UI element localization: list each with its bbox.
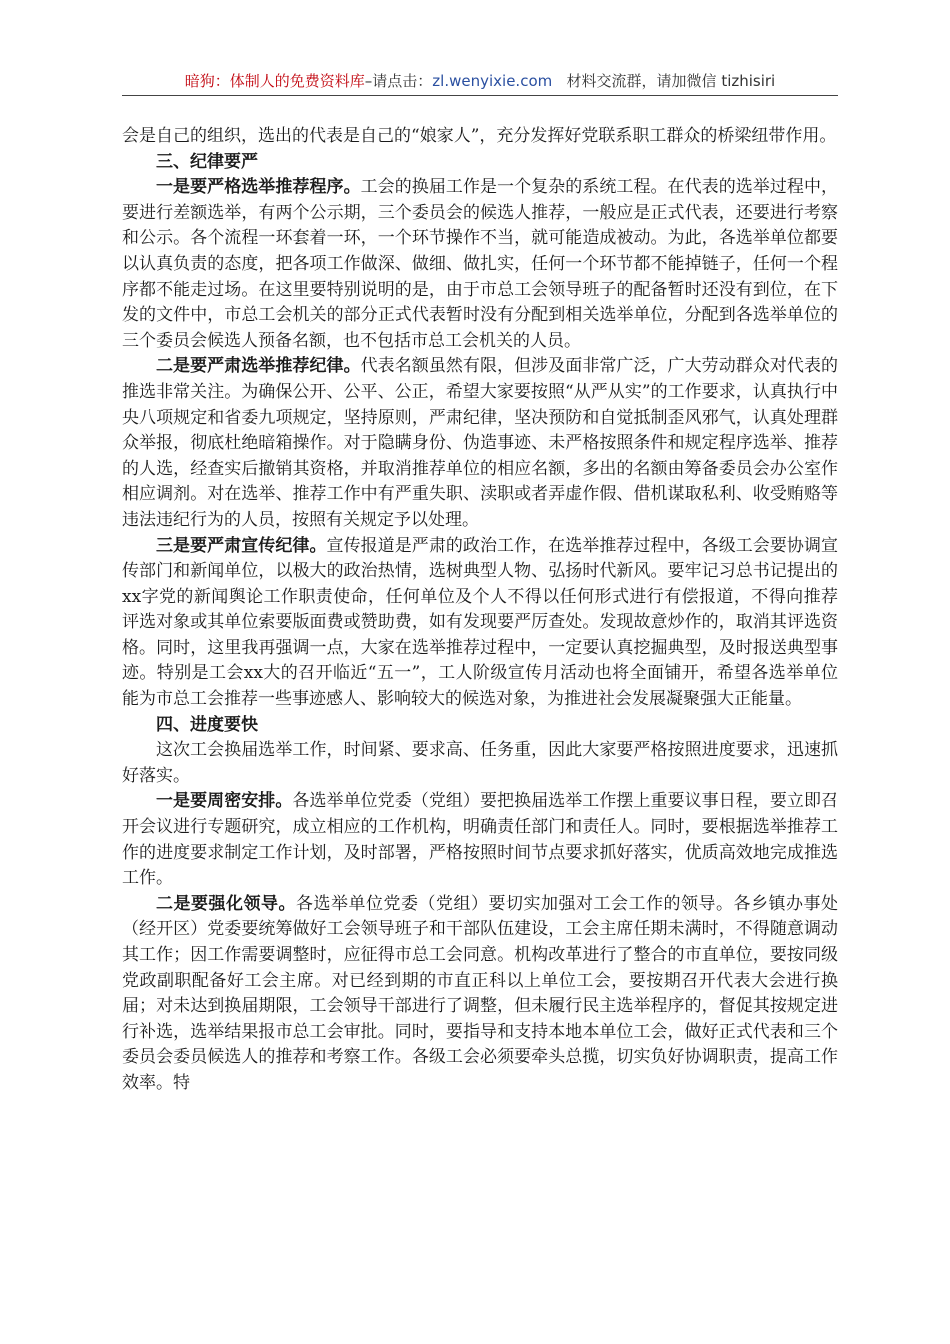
lead-phrase: 一是要严格选举推荐程序。 — [156, 177, 361, 198]
header-brand: 暗狗：体制人的免费资料库 — [184, 72, 365, 90]
header-wechat-note: 材料交流群，请加微信 tizhisiri — [566, 72, 776, 90]
lead-phrase: 一是要周密安排。 — [156, 791, 293, 812]
header-link[interactable]: zl.wenyixie.com — [432, 72, 553, 90]
paragraph-leadership: 二是要强化领导。各选举单位党委（党组）要切实加强对工会工作的领导。各乡镇办事处（经开区）党委要统筹做好工会领导班子和干部队伍建设，工会主席任期未满时，不得随意调动其工作；因工作需要调整时，应征得市总工会同意。机构改革进行了整合的市直单位，要按同级党政副职配备好工会主席。对已经到期的市直正科以上单位工会，要按期召开代表大会进行换届；对未达到换届期限，工会领导干部进行了调整，但未履行民主选举程序的，督促其按规定进行补选，选举结果报市总工会审批。同时，要指导和支持本地本单位工会，做好正式代表和三个委员会委员候选人的推荐和考察工作。各级工会必须要牵头总揽，切实负好协调职责，提高工作效率。特 — [122, 893, 838, 1093]
paragraph-progress-intro: 这次工会换届选举工作，时间紧、要求高、任务重，因此大家要严格按照进度要求，迅速抓好落实。 — [122, 740, 838, 786]
paragraph-arrangement: 一是要周密安排。各选举单位党委（党组）要把换届选举工作摆上重要议事日程，要立即召开会议进行专题研究，成立相应的工作机构，明确责任部门和责任人。同时，要根据选举推荐工作的进度要求制定工作计划，及时部署，严格按照时间节点要求抓好落实，优质高效地完成推选工作。 — [122, 791, 839, 889]
paragraph-publicity-discipline: 三是要严肃宣传纪律。宣传报道是严肃的政治工作，在选举推荐过程中，各级工会要协调宣传部门和新闻单位，以极大的政治热情，选树典型人物、弘扬时代新风。要牢记习总书记提出的xx字党的新闻舆论工作职责使命，任何单位及个人不得以任何形式进行有偿报道，不得向推荐评选对象或其单位索要版面费或赞助费，如有发现要严厉查处。发现故意炒作的，取消其评选资格。同时，这里我再强调一点，大家在选举推荐过程中，一定要认真挖掘典型，及时报送典型事迹。特别是工会xx大的召开临近“五一”，工人阶级宣传月活动也将全面铺开，希望各选举单位能为市总工会推荐一些事迹感人、影响较大的候选对象，为推进社会发展凝聚强大正能量。 — [122, 535, 839, 710]
lead-phrase: 二是要严肃选举推荐纪律。 — [156, 356, 361, 377]
lead-phrase: 三是要严肃宣传纪律。 — [156, 535, 327, 556]
header-divider — [122, 95, 838, 96]
section-heading-progress: 四、进度要快 — [156, 714, 258, 735]
header-prompt: –请点击： — [364, 72, 433, 90]
paragraph-continuation: 会是自己的组织，选出的代表是自己的“娘家人”，充分发挥好党联系职工群众的桥梁纽带作用。 — [122, 126, 837, 146]
lead-phrase: 二是要强化领导。 — [156, 893, 296, 914]
paragraph-procedure: 一是要严格选举推荐程序。工会的换届工作是一个复杂的系统工程。在代表的选举过程中，要进行差额选举，有两个公示期，三个委员会的候选人推荐，一般应是正式代表，还要进行考察和公示。各个流程一环套着一环，一个环节操作不当，就可能造成被动。为此，各选举单位都要以认真负责的态度，把各项工作做深、做细、做扎实，任何一个环节都不能掉链子，任何一个程序都不能走过场。在这里要特别说明的是，由于市总工会领导班子的配备暂时还没有到位，在下发的文件中，市总工会机关的部分正式代表暂时没有分配到相关选举单位，分配到各选举单位的三个委员会候选人预备名额，也不包括市总工会机关的人员。 — [122, 177, 839, 351]
paragraph-recommendation-discipline: 二是要严肃选举推荐纪律。代表名额虽然有限，但涉及面非常广泛，广大劳动群众对代表的推选非常关注。为确保公开、公平、公正，希望大家要按照“从严从实”的工作要求，认真执行中央八项规定和省委九项规定，坚持原则，严肃纪律，坚决预防和自觉抵制歪风邪气，认真处理群众举报，彻底杜绝暗箱操作。对于隐瞒身份、伪造事迹、未严格按照条件和规定程序选举、推荐的人选，经查实后撤销其资格，并取消推荐单位的相应名额，多出的名额由筹备委员会办公室作相应调剂。对在选举、推荐工作中有严重失职、渎职或者弄虚作假、借机谋取私利、收受贿赂等违法违纪行为的人员，按照有关规定予以处理。 — [122, 356, 839, 530]
page-header — [122, 70, 838, 91]
document-body — [122, 124, 838, 1097]
section-heading-discipline: 三、纪律要严 — [156, 151, 258, 172]
